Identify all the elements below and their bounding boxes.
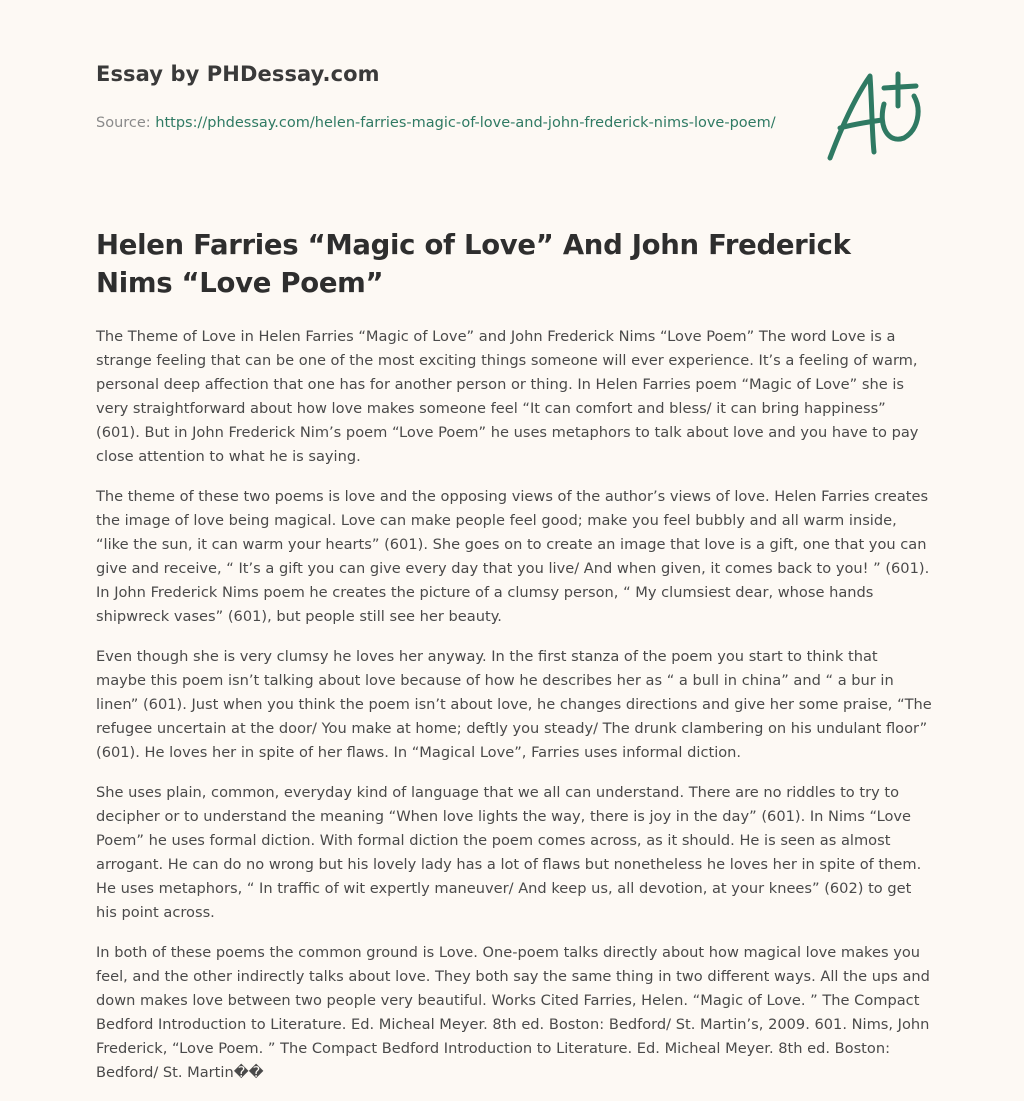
source-link[interactable]: https://phdessay.com/helen-farries-magic-of-love-and-john-frederick-nims-love-poem/	[155, 115, 776, 131]
essay-title: Helen Farries “Magic of Love” And John Frederick Nims “Love Poem”	[96, 229, 851, 299]
source-line	[96, 112, 776, 135]
paragraph: In both of these poems the common ground is Love. One-poem talks directly about how magical love makes you feel, and the other indirectly talks about love. They both say the same thing in two different ways. All the ups and down makes love between two people very beautiful. Works Cited Farries, Helen. “Magic of Love. ” The Compact Bedford Introduction to Literature. Ed. Micheal Meyer. 8th ed. Boston: Bedford/ St. Martin’s, 2009. 601. Nims, John Frederick, “Love Poem. ” The Compact Bedford Introduction to Literature. Ed. Micheal Meyer. 8th ed. Boston: Bedford/ St. Martin��	[96, 944, 930, 1081]
paragraph: She uses plain, common, everyday kind of language that we all can understand. There are no riddles to try to decipher or to understand the meaning “When love lights the way, there is joy in the day” (601). In Nims “Love Poem” he uses formal diction. With formal diction the poem comes across, as it should. He is seen as almost arrogant. He can do no wrong but his lovely lady has a lot of flaws but nonetheless he loves her in spite of them. He uses metaphors, “ In traffic of wit expertly maneuver/ And keep us, all devotion, at your knees” (602) to get his point across.	[96, 784, 922, 921]
essay-body	[96, 325, 932, 1101]
header	[96, 62, 776, 135]
paragraph: The theme of these two poems is love and the opposing views of the author’s views of love. Helen Farries creates the image of love being magical. Love can make people feel good; make you feel bubbly and all warm inside, “like the sun, it can warm your hearts” (601). She goes on to create an image that love is a gift, one that you can give and receive, “ It’s a gift you can give every day that you live/ And when given, it comes back to you! ” (601). In John Frederick Nims poem he creates the picture of a clumsy person, “ My clumsiest dear, whose hands shipwreck vases” (601), but people still see her beauty.	[96, 488, 930, 625]
site-title: Essay by PHDessay.com	[96, 62, 380, 86]
source-label: Source:	[96, 115, 151, 131]
a-plus-logo-icon	[822, 66, 928, 166]
paragraph: The Theme of Love in Helen Farries “Magic of Love” and John Frederick Nims “Love Poem” The word Love is a strange feeling that can be one of the most exciting things someone will ever experience. It’s a feeling of warm, personal deep affection that one has for another person or thing. In Helen Farries poem “Magic of Love” she is very straightforward about how love makes someone feel “It can comfort and bless/ it can bring happiness” (601). But in John Frederick Nim’s poem “Love Poem” he uses metaphors to talk about love and you have to pay close attention to what he is saying.	[96, 328, 919, 465]
paragraph: Even though she is very clumsy he loves her anyway. In the first stanza of the poem you start to think that maybe this poem isn’t talking about love because of how he describes her as “ a bull in china” and “ a bur in linen” (601). Just when you think the poem isn’t about love, he changes directions and give her some praise, “The refugee uncertain at the door/ You make at home; deftly you steady/ The drunk clambering on his undulant floor” (601). He loves her in spite of her flaws. In “Magical Love”, Farries uses informal diction.	[96, 648, 932, 761]
